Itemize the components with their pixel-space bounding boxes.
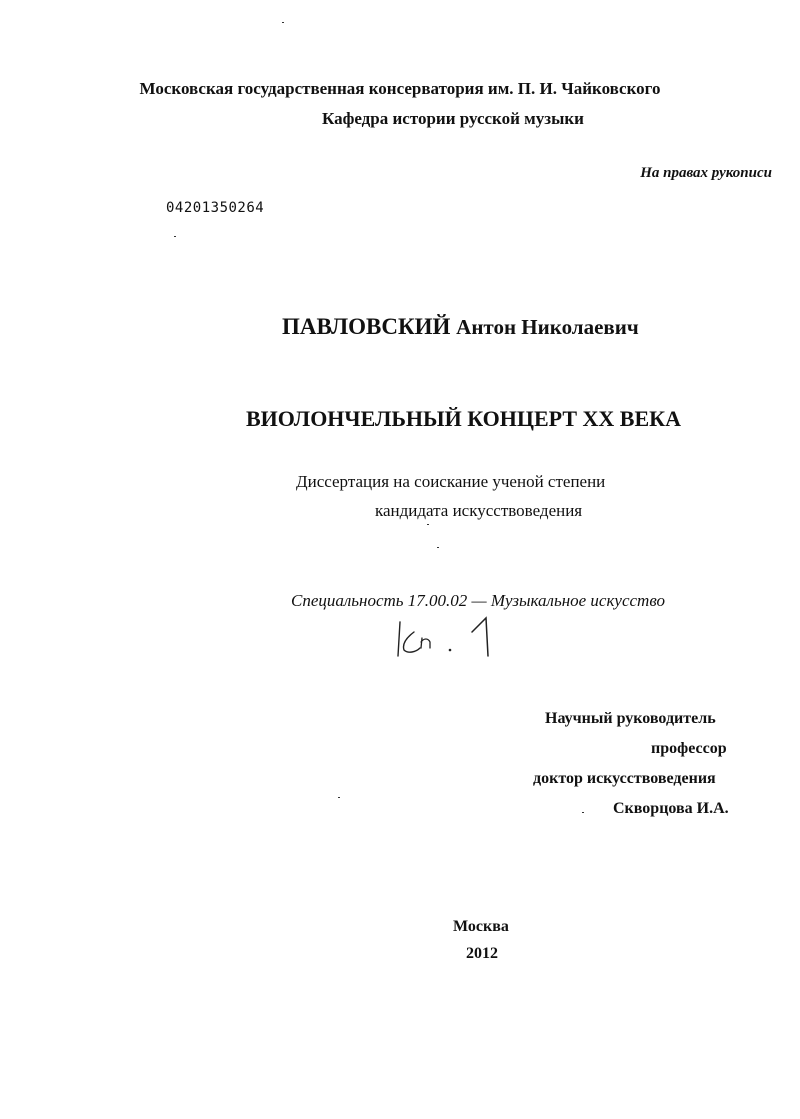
degree-line-1: Диссертация на соискание ученой степени bbox=[296, 472, 606, 491]
scan-speck bbox=[338, 797, 340, 798]
degree-line-2: кандидата искусствоведения bbox=[375, 501, 583, 520]
scan-speck bbox=[437, 547, 439, 548]
supervisor-name: Скворцова И.А. bbox=[613, 800, 729, 817]
department-name: Кафедра истории русской музыки bbox=[322, 109, 584, 128]
author-surname: ПАВЛОВСКИЙ bbox=[282, 314, 451, 339]
year: 2012 bbox=[466, 945, 498, 962]
author-name bbox=[282, 315, 639, 338]
scan-speck bbox=[427, 524, 429, 525]
specialty: Специальность 17.00.02 — Музыкальное искусство bbox=[291, 591, 665, 610]
dissertation-title: ВИОЛОНЧЕЛЬНЫЙ КОНЦЕРТ XX ВЕКА bbox=[246, 406, 681, 431]
city: Москва bbox=[453, 918, 509, 935]
author-given-names: Антон Николаевич bbox=[456, 315, 639, 339]
supervisor-role: Научный руководитель bbox=[545, 710, 716, 727]
institution-name: Московская государственная консерватория им. П. И. Чайковского bbox=[139, 79, 661, 98]
catalog-number: 04201350264 bbox=[166, 200, 265, 216]
scan-speck bbox=[282, 22, 284, 23]
scan-speck bbox=[582, 812, 584, 813]
supervisor-degree: доктор искусствоведения bbox=[533, 770, 716, 787]
scan-speck bbox=[174, 236, 176, 237]
handwritten-mark bbox=[388, 612, 508, 662]
rights-note: На правах рукописи bbox=[640, 165, 772, 181]
supervisor-title: профессор bbox=[651, 740, 727, 757]
